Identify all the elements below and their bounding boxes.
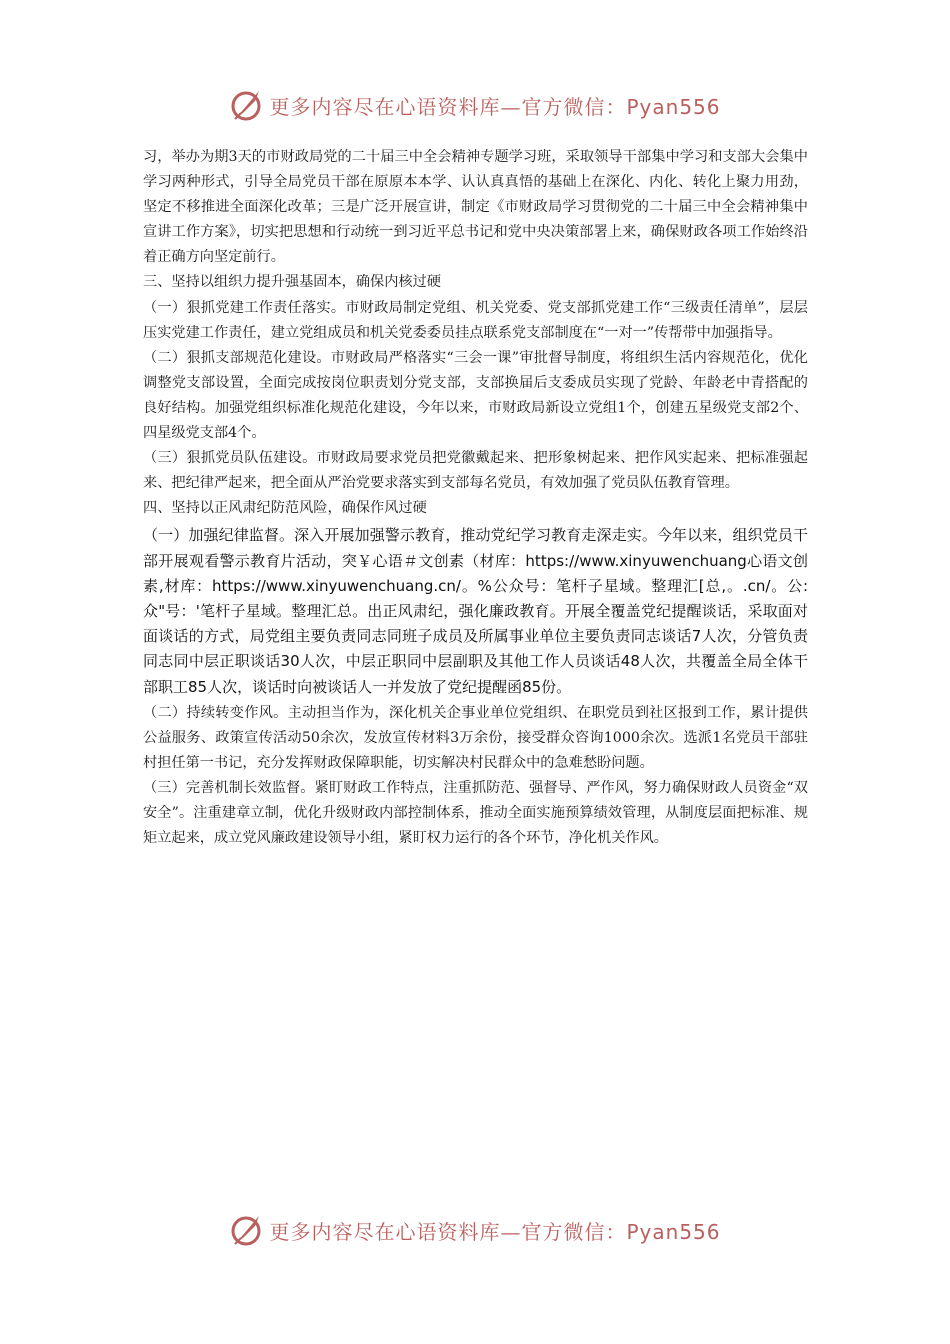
wechat-id: Pyan556 [626,1219,721,1244]
paragraph: （一）狠抓党建工作责任落实。市财政局制定党组、机关党委、党支部抓党建工作“三级责任清单”，层层压实党建工作责任，建立党组成员和机关党委委员挂点联系党支部制度在“一对一”传帮带中加强指导。 [143,299,808,341]
header-banner [0,82,950,128]
section-heading: 三、坚持以组织力提升强基固本，确保内核过硬 [143,274,441,291]
paragraph: （二）持续转变作风。主动担当作为，深化机关企事业单位党组织、在职党员到社区报到工作，累计提供公益服务、政策宣传活动50余次，发放宣传材料3万余份，接受群众咨询1000余次。选派1名党员干部驻村担任第一书记，充分发挥财政保障职能，切实解决村民群众中的急难愁盼问题。 [143,704,808,772]
paragraph: （三）狠抓党员队伍建设。市财政局要求党员把党徽戴起来、把形象树起来、把作风实起来、把标准强起来、把纪律严起来，把全面从严治党要求落实到支部每名党员，有效加强了党员队伍教育管理。 [143,450,808,492]
paragraph: 习，举办为期3天的市财政局党的二十届三中全会精神专题学习班，采取领导干部集中学习和支部大会集中学习两种形式，引导全局党员干部在原原本本学、认认真真悟的基础上在深化、内化、转化上聚力用劲，坚定不移推进全面深化改革；三是广泛开展宣讲，制定《市财政局学习贯彻党的二十届三中全会精神集中宣讲工作方案》，切实把思想和行动统一到习近平总书记和党中央决策部署上来，确保财政各项工作始终沿着正确方向坚定前行。 [143,149,808,266]
paragraph-highlighted: （一）加强纪律监督。深入开展加强警示教育，推动党纪学习教育走深走实。今年以来，组织党员干部开展观看警示教育片活动，突￥心语＃文创素（材库：https://www.xinyuwenchuang心语文创素,材库：https://www.xinyuwenchuang.cn/。%公众号：笔杆子星域。整理汇[总,。.cn/。公:众"号：'笔杆子星域。整理汇总。出正风肃纪，强化廉政教育。开展全覆盖党纪提醒谈话，采取面对面谈话的方式，局党组主要负责同志同班子成员及所属事业单位主要负责同志谈话7人次，分管负责同志同中层正职谈话30人次，中层正职同中层副职及其他工作人员谈话48人次，共覆盖全局全体干部职工85人次，谈话时向被谈话人一并发放了党纪提醒函85份。 [143,526,808,696]
document-body [143,145,808,851]
banner-text: 更多内容尽在心语资料库—官方微信：Pyan556 [269,1219,721,1244]
paragraph: （二）狠抓支部规范化建设。市财政局严格落实“三会一课”审批督导制度，将组织生活内容规范化，优化调整党支部设置，全面完成按岗位职责划分党支部，支部换届后支委成员实现了党龄、年龄老中青搭配的良好结构。加强党组织标准化规范化建设，今年以来，市财政局新设立党组1个，创建五星级党支部2个、四星级党支部4个。 [143,349,808,442]
footer-banner [0,1207,950,1253]
paragraph: （三）完善机制长效监督。紧盯财政工作特点，注重抓防范、强督导、严作风，努力确保财政人员资金“双安全”。注重建章立制，优化升级财政内部控制体系，推动全面实施预算绩效管理，从制度层面把标准、规矩立起来，成立党风廉政建设领导小组，紧盯权力运行的各个环节，净化机关作风。 [143,780,808,847]
quill-pen-logo-icon [229,1212,265,1248]
quill-pen-logo-icon [229,87,265,123]
wechat-id: Pyan556 [626,94,721,119]
section-heading: 四、坚持以正风肃纪防范风险，确保作风过硬 [143,500,427,517]
banner-text: 更多内容尽在心语资料库—官方微信：Pyan556 [269,94,721,119]
